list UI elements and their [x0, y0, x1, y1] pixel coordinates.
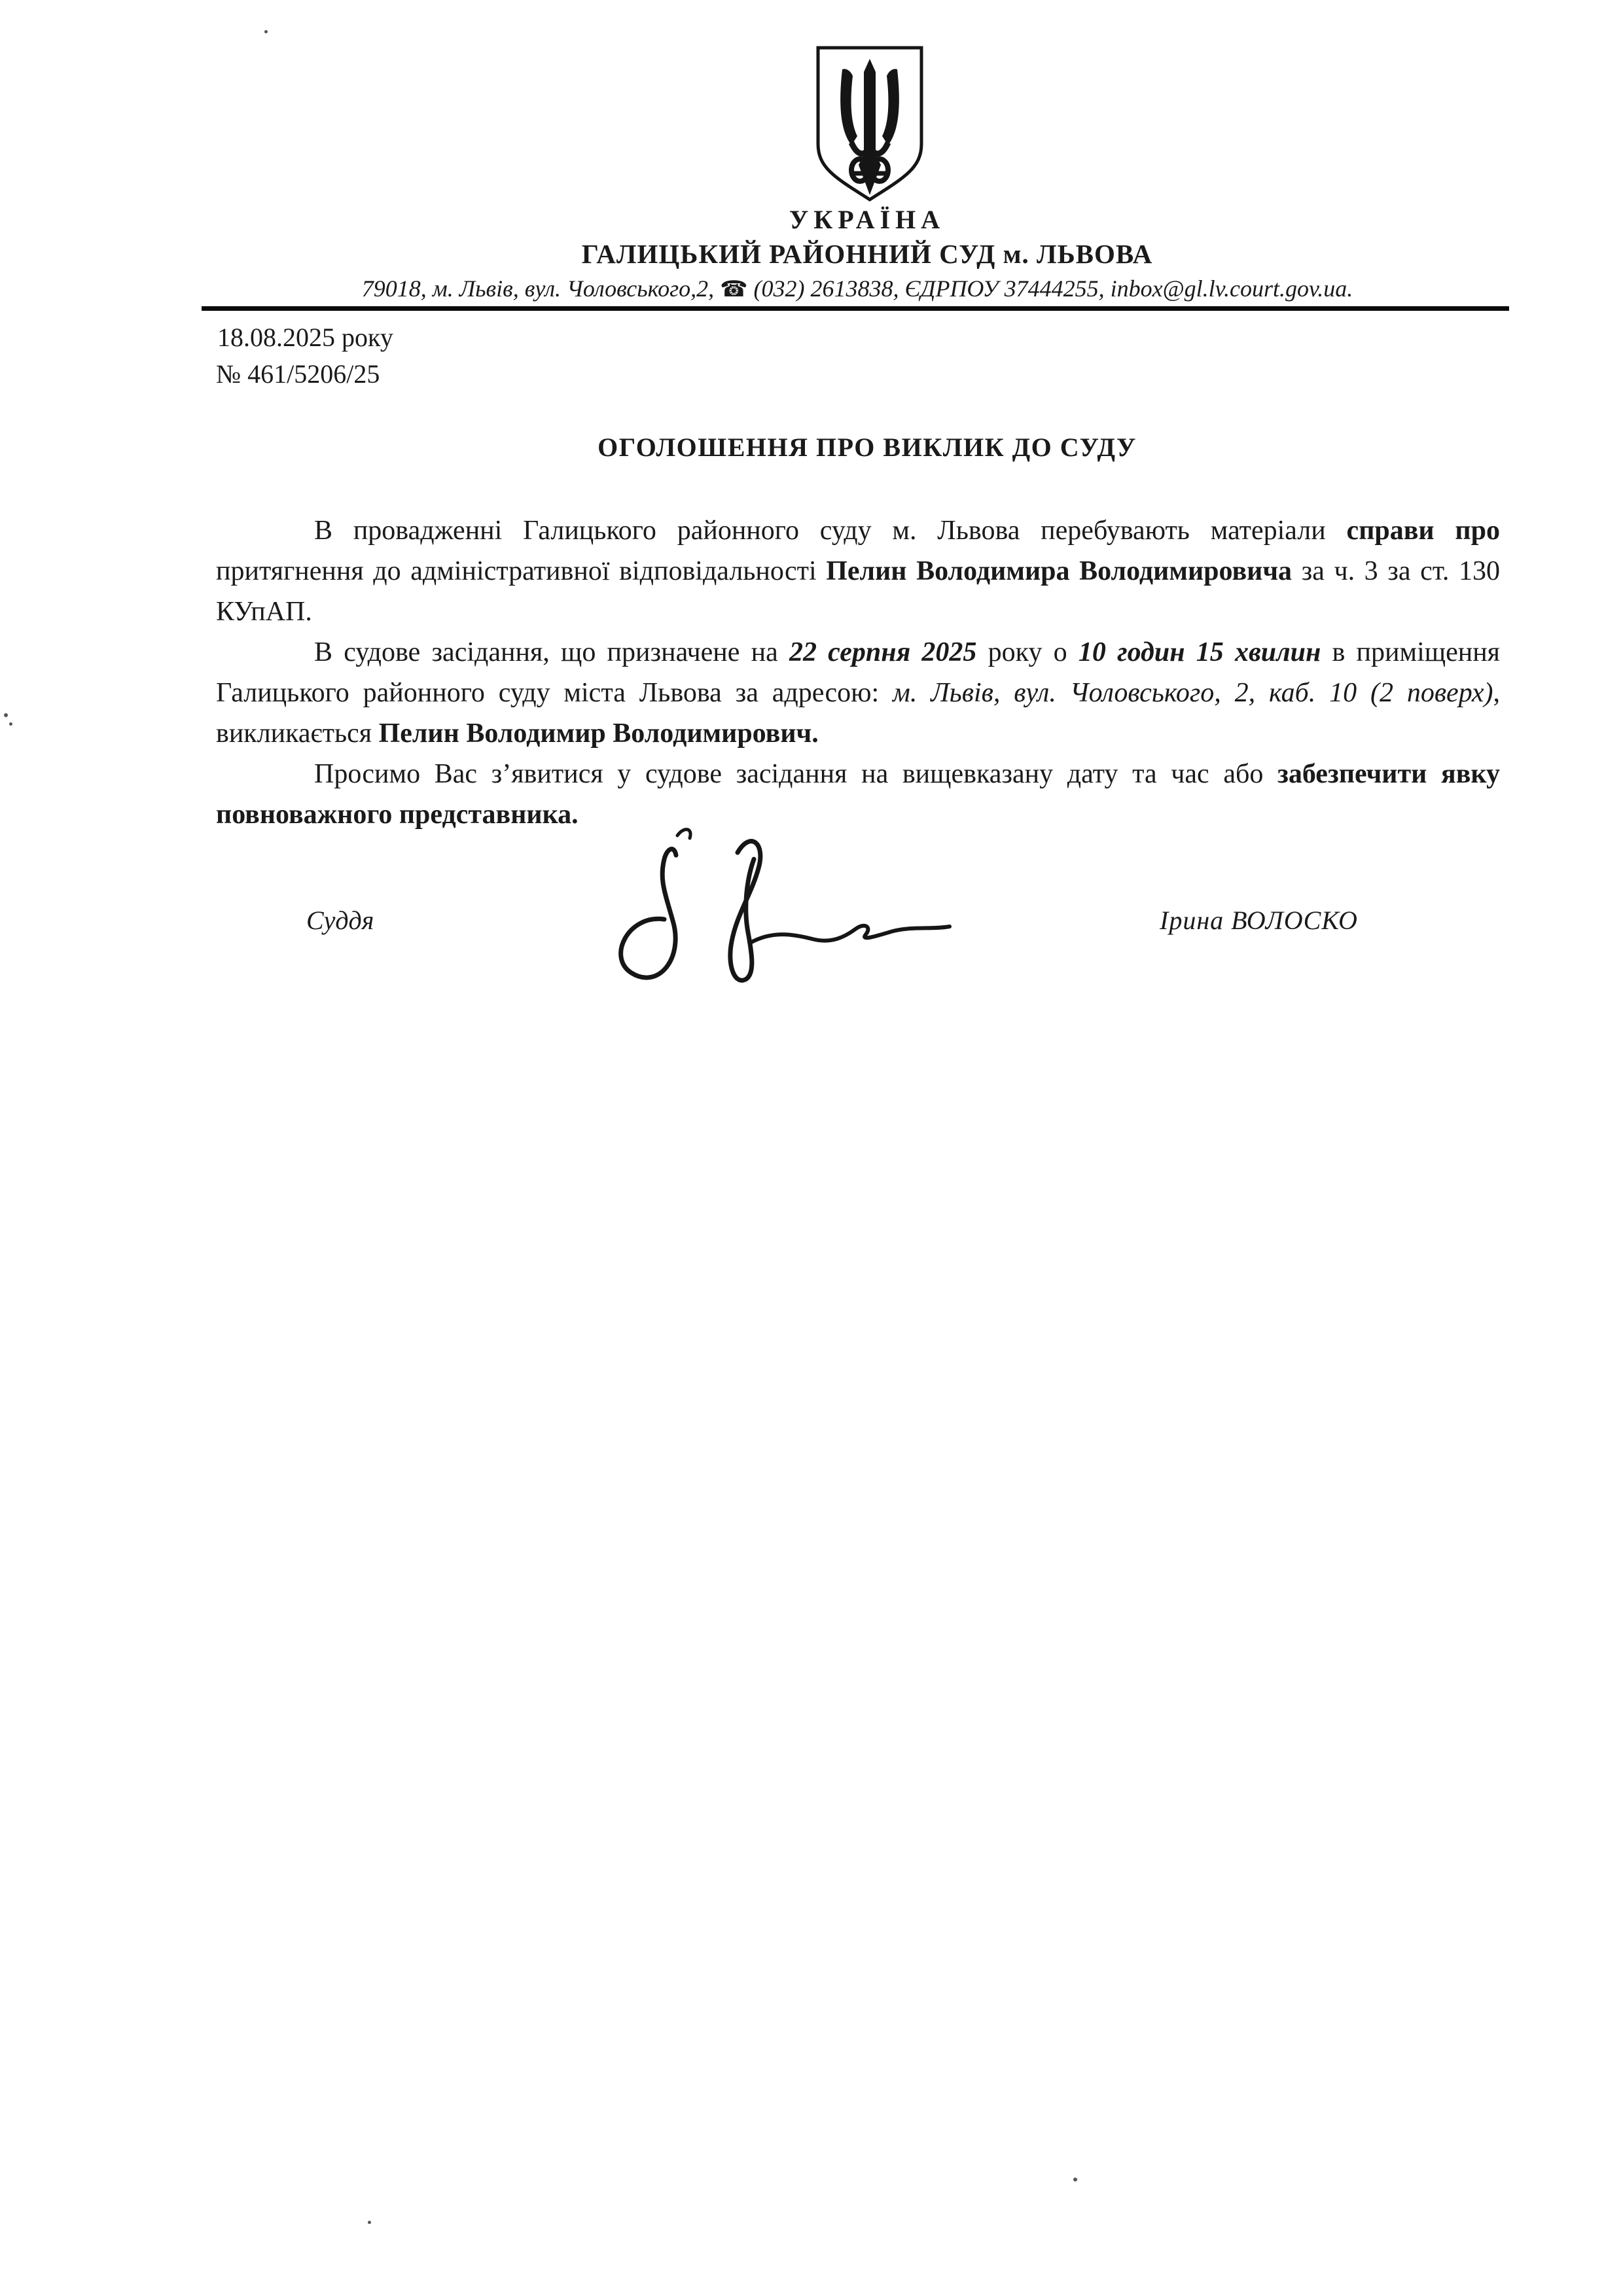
trident-emblem-icon — [813, 44, 926, 203]
text-run: справи про — [1346, 516, 1500, 546]
text-run: Пелин Володимир Володимирович. — [378, 718, 819, 749]
country-heading: УКРАЇНА — [789, 205, 946, 234]
case-number: № 461/5206/25 — [216, 359, 380, 389]
court-address-line — [203, 275, 1512, 302]
text-run: В судове засідання, що призначене на — [314, 637, 789, 667]
scan-speck — [264, 30, 268, 33]
scan-speck — [1073, 2178, 1077, 2181]
court-name-heading: ГАЛИЦЬКИЙ РАЙОННИЙ СУД м. ЛЬВОВА — [581, 239, 1153, 269]
scan-speck — [368, 2221, 371, 2224]
text-run: року о — [976, 637, 1079, 667]
document-title: ОГОЛОШЕННЯ ПРО ВИКЛИК ДО СУДУ — [597, 433, 1137, 462]
text-run: , викликається — [216, 678, 1500, 749]
address-after-phone: (032) 2613838, ЄДРПОУ 37444255, inbox@gl.lv.court.gov.ua. — [747, 275, 1353, 302]
text-run: 10 годин 15 хвилин — [1078, 637, 1321, 667]
header-divider-rule — [202, 306, 1509, 311]
text-run: Пелин Володимира Володимировича — [826, 556, 1293, 586]
paragraph-2 — [216, 632, 1500, 754]
judge-name: Ірина ВОЛОСКО — [1160, 906, 1358, 935]
text-run: забезпечити явку повноважного представника. — [216, 759, 1500, 830]
scan-speck — [9, 722, 12, 726]
text-run: В провадженні Галицького районного суду м. Львова перебувають матеріали — [314, 516, 1347, 546]
text-run: м. Львів, вул. Чоловського, 2, каб. 10 (2 поверх) — [893, 678, 1493, 708]
paragraph-1 — [216, 510, 1500, 632]
text-run: 22 серпня 2025 — [789, 637, 977, 667]
handwritten-signature-icon — [560, 821, 985, 995]
text-run: в приміщення Галицького районного суду міста Львова за адресою: — [216, 637, 1500, 708]
signature-role-label: Суддя — [306, 906, 374, 935]
document-body — [216, 510, 1500, 835]
address-before-phone: 79018, м. Львів, вул. Чоловського,2, — [361, 275, 721, 302]
text-run: Просимо Вас з’явитися у судове засідання на вищевказану дату та час або — [314, 759, 1277, 789]
scan-speck — [4, 713, 8, 717]
text-run: притягнення до адміністративної відповідальності — [216, 556, 827, 586]
telephone-icon: ☎ — [720, 276, 748, 302]
text-run: за ч. 3 за ст. 130 КУпАП. — [216, 556, 1500, 627]
document-date: 18.08.2025 року — [217, 323, 393, 352]
